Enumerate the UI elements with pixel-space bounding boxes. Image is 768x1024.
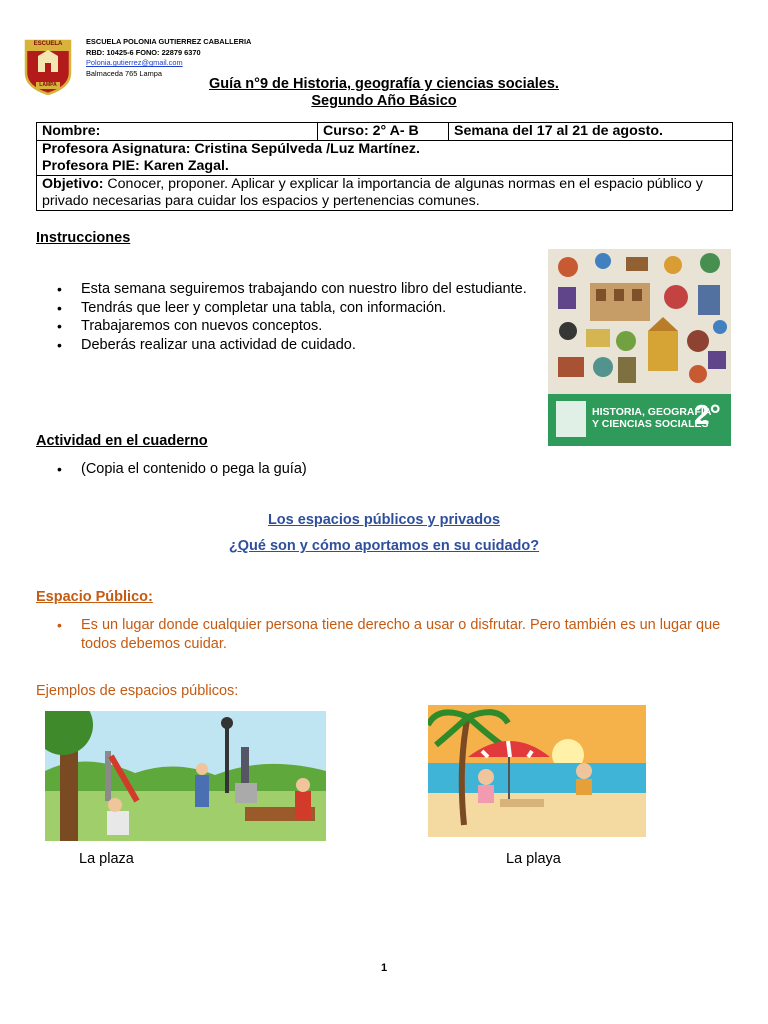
section-question: ¿Qué son y cómo aportamos en su cuidado? <box>228 538 540 554</box>
playa-image <box>428 705 646 837</box>
guide-title: Guía n°9 de Historia, geografía y ciencias sociales. <box>209 76 559 92</box>
actividad-list <box>36 460 636 479</box>
school-email-link[interactable]: Polonia.gutierrez@gmail.com <box>86 58 183 68</box>
profesora-asignatura: Profesora Asignatura: Cristina Sepúlveda /Luz Martínez. <box>42 141 420 157</box>
list-item: • (Copia el contenido o pega la guía) <box>36 460 636 479</box>
profesora-pie: Profesora PIE: Karen Zagal. <box>42 158 229 174</box>
crest-top-text: ESCUELA <box>33 41 63 47</box>
nombre-cell[interactable]: Nombre: <box>37 123 318 141</box>
school-info <box>86 37 251 79</box>
page-number: 1 <box>380 962 388 974</box>
list-item: • Tendrás que leer y completar una tabla, con información. <box>36 299 541 318</box>
school-name: ESCUELA POLONIA GUTIERREZ CABALLERIA <box>86 37 252 46</box>
info-table <box>36 122 733 211</box>
caption-plaza: La plaza <box>79 851 134 867</box>
textbook-title-line1: HISTORIA, GEOGRAFÍA <box>592 406 712 418</box>
school-rbd: RBD: 10425-6 FONO: 22879 6370 <box>86 47 201 57</box>
list-item: • Esta semana seguiremos trabajando con nuestro libro del estudiante. <box>36 280 541 299</box>
crest-bottom-text: LAMPA <box>39 82 57 88</box>
list-item: • Deberás realizar una actividad de cuidado. <box>36 336 541 355</box>
objetivo-text: Conocer, proponer. Aplicar y explicar la importancia de algunas normas en el espacio público y privado necesarias para cuidar los espacios y pertenencias comunes. <box>42 176 703 209</box>
textbook-title-line2: Y CIENCIAS SOCIALES <box>592 418 709 430</box>
instrucciones-list <box>36 280 541 354</box>
ejemplos-heading: Ejemplos de espacios públicos: <box>36 683 239 699</box>
guide-grade: Segundo Año Básico <box>311 93 457 109</box>
actividad-heading: Actividad en el cuaderno <box>36 433 208 449</box>
textbook-cover-image <box>548 249 731 446</box>
espacio-publico-heading: Espacio Público: <box>36 589 153 605</box>
curso-cell: Curso: 2° A- B <box>318 123 449 141</box>
caption-playa: La playa <box>506 851 561 867</box>
school-address: Balmaceda 765 Lampa <box>86 68 163 78</box>
list-item: • Trabajaremos con nuevos conceptos. <box>36 317 541 336</box>
textbook-grade: 2° <box>694 399 721 430</box>
objetivo-cell <box>37 176 733 211</box>
instrucciones-heading: Instrucciones <box>36 230 131 246</box>
plaza-image <box>45 711 326 841</box>
objetivo-label: Objetivo: <box>42 176 104 192</box>
list-item: • Es un lugar donde cualquier persona tiene derecho a usar o disfrutar. Pero también es un lugar que todos debemos cuidar. <box>36 616 736 653</box>
espacio-publico-list <box>36 616 736 653</box>
section-title: Los espacios públicos y privados <box>267 512 501 528</box>
semana-cell: Semana del 17 al 21 de agosto. <box>449 123 733 141</box>
profesoras-cell <box>37 141 733 176</box>
